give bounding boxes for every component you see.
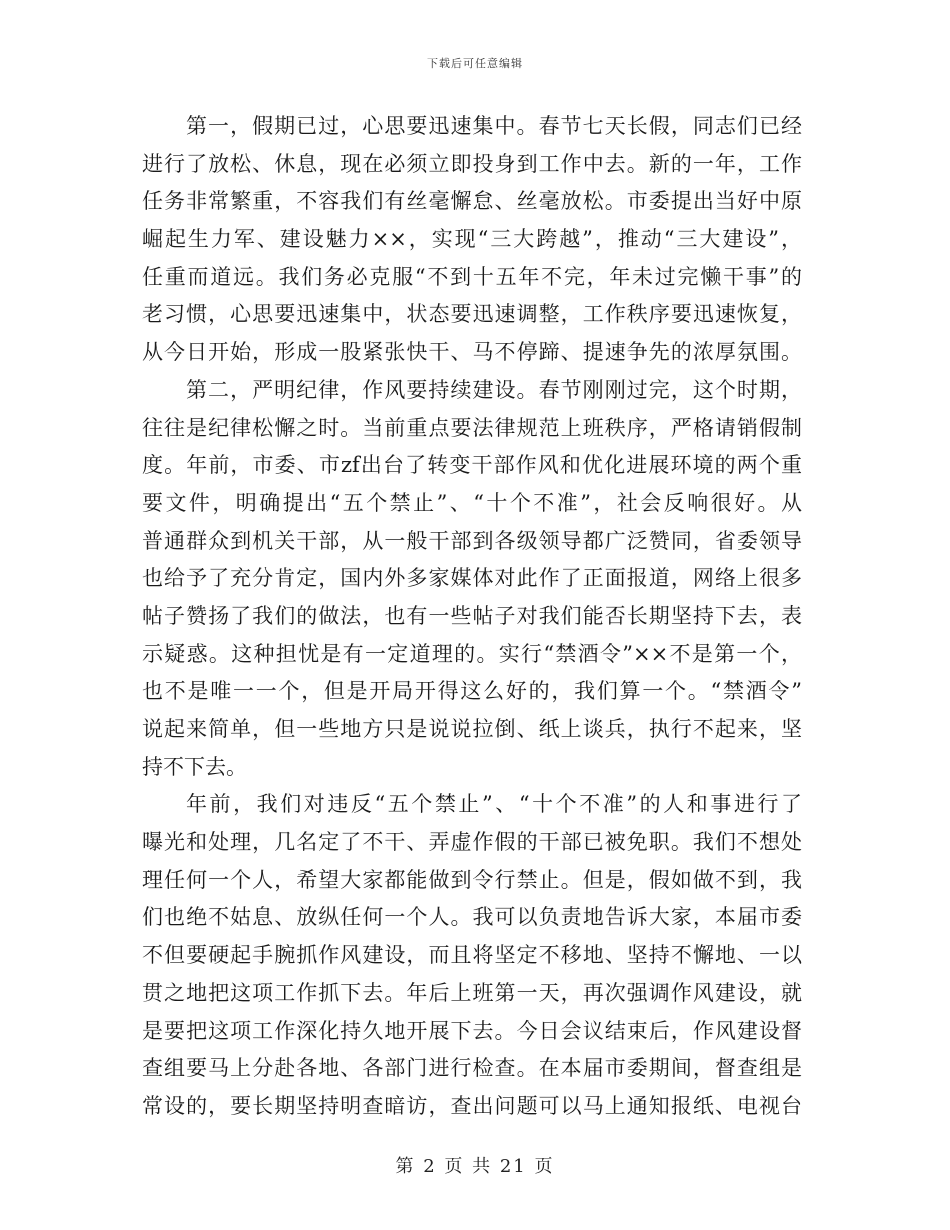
paragraph-1-line: 从今日开始，形成一股紧张快干、马不停蹄、提速争先的浓厚氛围。 (142, 340, 802, 365)
page-header: 下载后可任意编辑 (427, 57, 523, 70)
paragraph-2-line: 第二，严明纪律，作风要持续建设。春节刚刚过完，这个时期， (186, 377, 802, 402)
paragraph-1-line: 崛起生力军、建设魅力××，实现“三大跨越”，推动“三大建设”， (142, 227, 802, 252)
paragraph-2-line: 持不下去。 (142, 754, 247, 779)
paragraph-1-line: 任重而道远。我们务必克服“不到十五年不完，年未过完懒干事”的 (142, 264, 802, 289)
paragraph-3-line: 查组要马上分赴各地、各部门进行检查。在本届市委期间，督查组是 (142, 1056, 802, 1081)
paragraph-3-line: 曝光和处理，几名定了不干、弄虚作假的干部已被免职。我们不想处 (142, 830, 802, 855)
paragraph-1-line: 进行了放松、休息，现在必须立即投身到工作中去。新的一年，工作 (142, 151, 802, 176)
paragraph-2-line: 也不是唯一一个，但是开局开得这么好的，我们算一个。“禁酒令” (142, 679, 802, 704)
document-body (142, 108, 802, 1126)
paragraph-2-line: 度。年前，市委、市zf出台了转变干部作风和优化进展环境的两个重 (142, 453, 802, 478)
paragraph-2-line: 要文件，明确提出“五个禁止”、“十个不准”，社会反响很好。从 (142, 490, 802, 515)
paragraph-2-line: 普通群众到机关干部，从一般干部到各级领导都广泛赞同，省委领导 (142, 528, 802, 553)
paragraph-2-line: 帖子赞扬了我们的做法，也有一些帖子对我们能否长期坚持下去，表 (142, 603, 802, 628)
paragraph-2-line: 说起来简单，但一些地方只是说说拉倒、纸上谈兵，执行不起来，坚 (142, 717, 802, 741)
paragraph-3-line: 是要把这项工作深化持久地开展下去。今日会议结束后，作风建设督 (142, 1018, 802, 1043)
paragraph-2-line: 也给予了充分肯定，国内外多家媒体对此作了正面报道，网络上很多 (142, 566, 802, 591)
paragraph-3-line: 们也绝不姑息、放纵任何一个人。我可以负责地告诉大家，本届市委 (142, 905, 802, 930)
paragraph-3-line: 理任何一个人，希望大家都能做到令行禁止。但是，假如做不到，我 (142, 867, 802, 892)
paragraph-1-line: 第一，假期已过，心思要迅速集中。春节七天长假，同志们已经 (186, 114, 802, 138)
paragraph-3-line: 贯之地把这项工作抓下去。年后上班第一天，再次强调作风建设，就 (142, 980, 802, 1005)
paragraph-3-line: 不但要硬起手腕抓作风建设，而且将坚定不移地、坚持不懈地、一以 (142, 943, 802, 968)
paragraph-2-line: 往往是纪律松懈之时。当前重点要法律规范上班秩序，严格请销假制 (142, 415, 802, 440)
paragraph-3-line: 年前，我们对违反“五个禁止”、“十个不准”的人和事进行了 (186, 792, 802, 817)
page-number-footer: 第 2 页 共 21 页 (395, 1156, 555, 1177)
paragraph-1-line: 任务非常繁重，不容我们有丝毫懈怠、丝毫放松。市委提出当好中原 (142, 189, 802, 214)
paragraph-3-line: 常设的，要长期坚持明查暗访，查出问题可以马上通知报纸、电视台 (142, 1093, 802, 1118)
paragraph-2-line: 示疑惑。这种担忧是有一定道理的。实行“禁酒令”××不是第一个， (142, 641, 802, 666)
paragraph-1-line: 老习惯，心思要迅速集中，状态要迅速调整，工作秩序要迅速恢复， (142, 302, 802, 327)
